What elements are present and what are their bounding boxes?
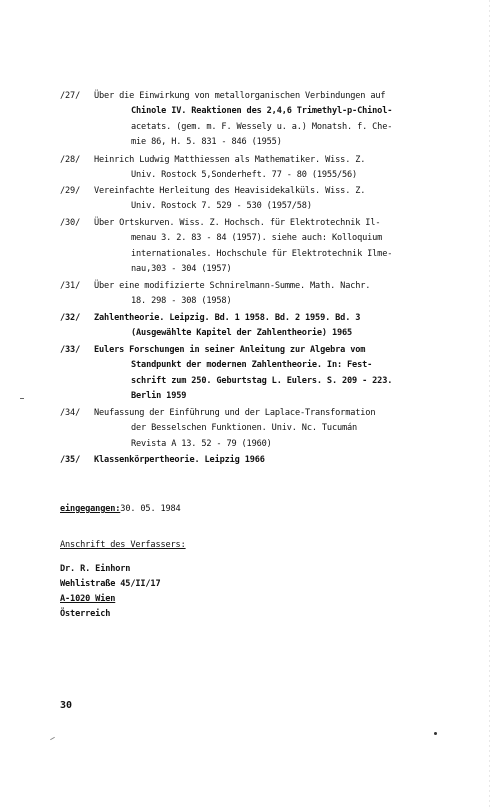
reference-line: mie 86, H. 5. 831 - 846 (1955): [131, 136, 282, 147]
reference-line: der Besselschen Funktionen. Univ. Nc. Tucumán: [131, 423, 358, 434]
reference-line: Berlin 1959: [131, 390, 187, 401]
reference-32: [60, 311, 472, 342]
reference-line: Heinrich Ludwig Matthiessen als Mathematiker. Wiss. Z.: [94, 155, 366, 165]
reference-line: Vereinfachte Herleitung des Heavisidekalküls. Wiss. Z.: [94, 186, 366, 196]
reference-line: Standpunkt der modernen Zahlentheorie. In: Fest-: [131, 360, 373, 371]
reference-line: menau 3. 2. 83 - 84 (1957). siehe auch: Kolloquium: [131, 233, 383, 244]
scan-mark: [20, 398, 24, 399]
reference-31: [60, 279, 472, 310]
reference-line: Über eine modifizierte Schnirelmann-Summe. Math. Nachr.: [94, 281, 371, 291]
reference-number: /34/: [60, 408, 81, 418]
reference-line: acetats. (gem. m. F. Wessely u. a.) Monatsh. f. Che-: [131, 121, 393, 132]
reference-30: [60, 216, 472, 277]
reference-number: /32/: [60, 313, 81, 323]
reference-line: Neufassung der Einführung und der Laplace-Transformation: [94, 408, 376, 418]
reference-number: /30/: [60, 218, 81, 228]
reference-number: /29/: [60, 186, 81, 196]
address-line: Wehlistraße 45/II/17: [60, 579, 161, 589]
reference-28: [60, 153, 472, 184]
reference-line: schrift zum 250. Geburtstag L. Eulers. S. 209 - 223.: [131, 375, 393, 386]
address-line: A-1020 Wien: [60, 594, 116, 604]
reference-line: internationales. Hochschule für Elektrotechnik Ilme-: [131, 248, 393, 259]
address-line: Dr. R. Einhorn: [60, 564, 131, 574]
reference-line: (Ausgewählte Kapitel der Zahlentheorie) 1965: [131, 328, 353, 339]
page-number: 30: [60, 700, 73, 711]
address-line: Österreich: [60, 609, 111, 619]
author-address: [60, 538, 186, 622]
reference-27: [60, 89, 472, 150]
reference-number: /27/: [60, 91, 81, 101]
reference-number: /35/: [60, 455, 81, 465]
reference-33: [60, 343, 472, 404]
received-date: [60, 502, 181, 517]
reference-line: nau,303 - 304 (1957): [131, 263, 232, 274]
reference-line: Über Ortskurven. Wiss. Z. Hochsch. für Elektrotechnik Il-: [94, 218, 381, 228]
address-heading: Anschrift des Verfassers:: [60, 540, 186, 550]
reference-number: /31/: [60, 281, 81, 291]
reference-line: Univ. Rostock 5,Sonderheft. 77 - 80 (1955/56): [131, 170, 358, 181]
reference-line: Chinole IV. Reaktionen des 2,4,6 Trimethyl-p-Chinol-: [131, 106, 393, 117]
reference-35: [60, 453, 472, 468]
reference-line: Über die Einwirkung von metallorganischen Verbindungen auf: [94, 91, 386, 101]
reference-line: Zahlentheorie. Leipzig. Bd. 1 1958. Bd. 2 1959. Bd. 3: [94, 313, 361, 323]
reference-number: /33/: [60, 345, 81, 355]
received-value: 30. 05. 1984: [120, 504, 181, 514]
received-label: eingegangen:: [60, 504, 121, 514]
reference-line: Univ. Rostock 7. 529 - 530 (1957/58): [131, 201, 312, 212]
reference-line: Revista A 13. 52 - 79 (1960): [131, 438, 272, 449]
page-edge-shadow: [489, 0, 490, 807]
scan-speck: [434, 732, 437, 735]
reference-number: /28/: [60, 155, 81, 165]
reference-line: 18. 298 - 308 (1958): [131, 296, 232, 307]
reference-29: [60, 184, 472, 215]
scan-mark: [50, 737, 55, 740]
reference-line: Eulers Forschungen in seiner Anleitung zur Algebra vom: [94, 345, 366, 355]
reference-line: Klassenkörpertheorie. Leipzig 1966: [94, 455, 265, 465]
reference-34: [60, 406, 472, 452]
